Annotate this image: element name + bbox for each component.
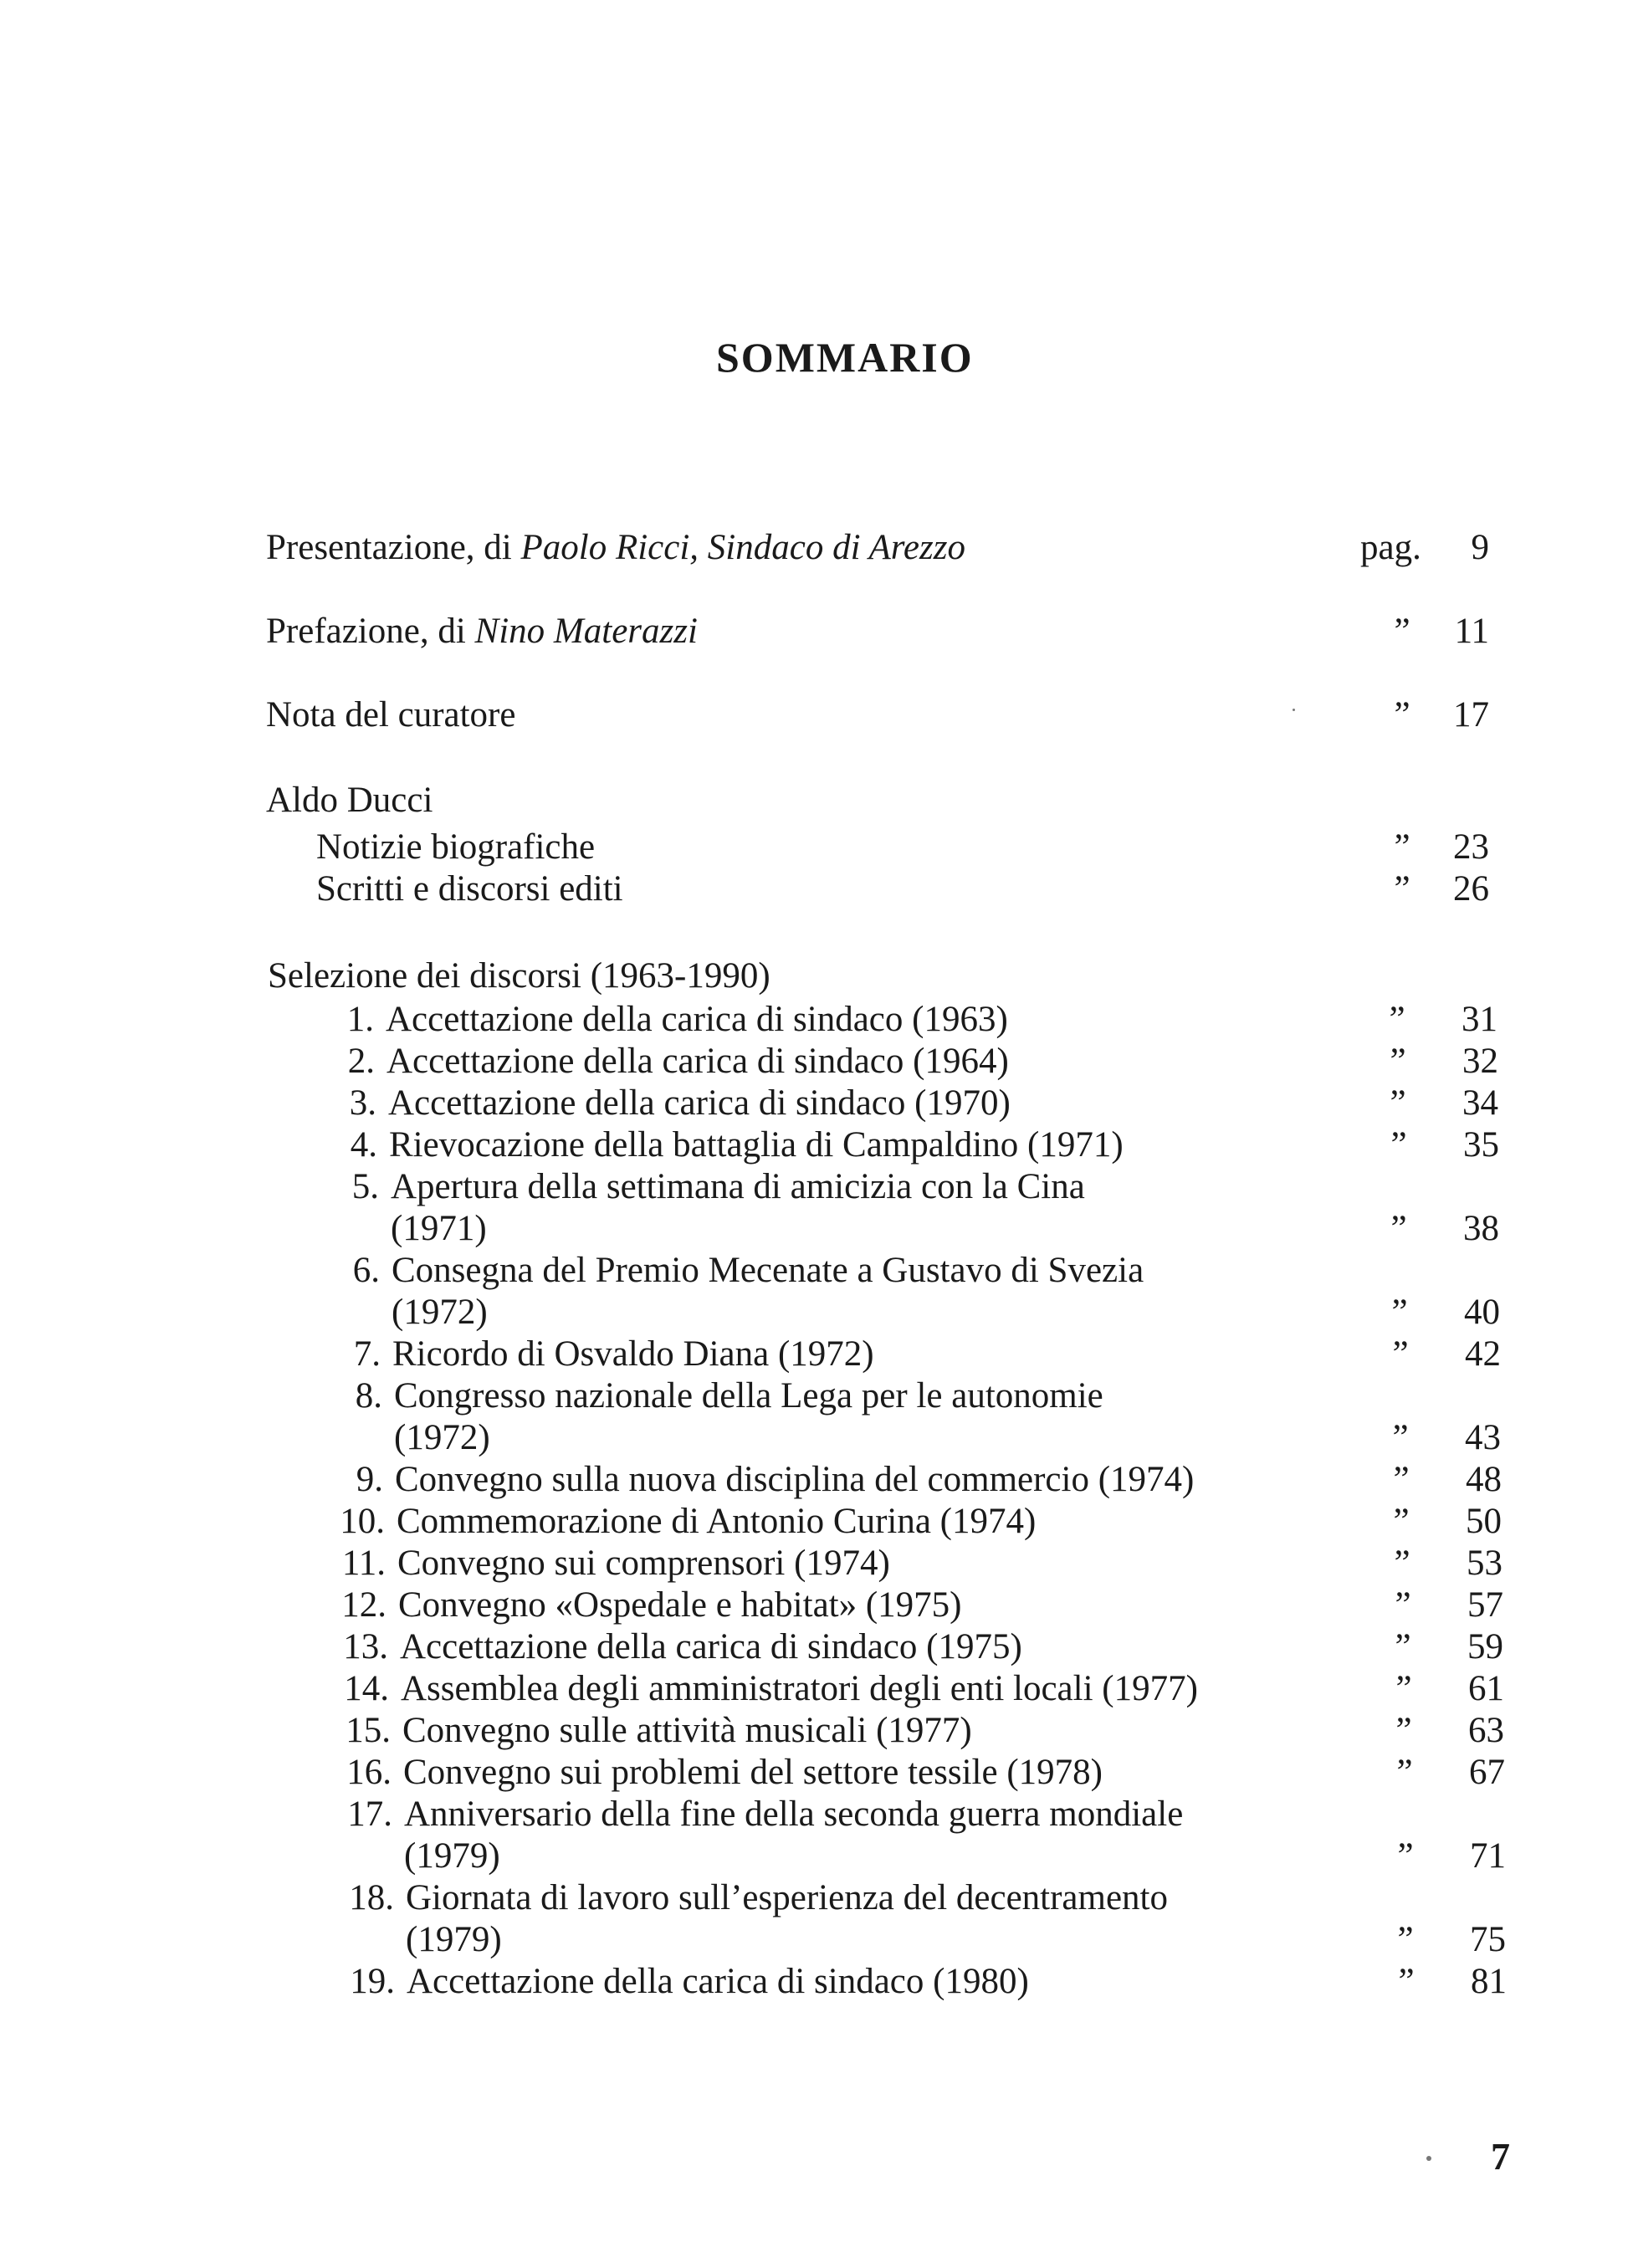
scan-speck	[1426, 2156, 1431, 2161]
toc-entry-notizie: Notizie biografiche	[316, 827, 596, 867]
scan-speck	[1293, 709, 1295, 711]
ditto-mark: ”	[1392, 1334, 1409, 1374]
toc-entry-prefazione	[266, 611, 698, 653]
entry-number: 6.	[352, 1251, 380, 1290]
entry-title: Convegno sui comprensori (1974)	[397, 1544, 890, 1583]
entry-number: 2.	[347, 1042, 375, 1081]
toc-entry-speech-17	[317, 1794, 1183, 1835]
entry-title: Accettazione della carica di sindaco (1980)	[407, 1962, 1029, 2001]
entry-title: Consegna del Premio Mecenate a Gustavo di Svezia	[392, 1251, 1144, 1290]
entry-number: 3.	[349, 1083, 376, 1123]
entry-number: 5.	[351, 1167, 379, 1206]
page-number: 67	[1469, 1753, 1505, 1792]
ditto-mark: ”	[1394, 1544, 1410, 1583]
toc-entry-nota: Nota del curatore	[266, 695, 516, 735]
entry-number: 4.	[350, 1125, 377, 1165]
page-number: 61	[1468, 1669, 1504, 1708]
page-number: 9	[1471, 528, 1489, 567]
entry-author: Paolo Ricci, Sindaco di Arezzo	[520, 528, 965, 567]
page-number: 17	[1453, 695, 1489, 735]
toc-entry-speech-19	[320, 1961, 1029, 2003]
ditto-mark: ”	[1395, 1711, 1412, 1750]
entry-author: Nino Materazzi	[474, 612, 698, 651]
toc-entry-speech-8	[307, 1375, 1103, 1417]
entry-number: 1.	[346, 1000, 374, 1039]
toc-entry-speech-7	[305, 1334, 874, 1375]
entry-title: Convegno sulla nuova disciplina del commercio (1974)	[395, 1460, 1195, 1499]
ditto-mark: ”	[1390, 1209, 1407, 1248]
ditto-mark: ”	[1397, 1836, 1414, 1876]
entry-number: 18.	[349, 1878, 394, 1917]
entry-title: Assemblea degli amministratori degli enti locali (1977)	[401, 1669, 1198, 1708]
ditto-mark: ”	[1390, 1125, 1407, 1165]
entry-number: 10.	[340, 1502, 385, 1541]
entry-number: 12.	[341, 1585, 386, 1625]
page-number: 53	[1467, 1544, 1502, 1583]
page-number: 31	[1462, 1000, 1497, 1039]
entry-number: 14.	[344, 1669, 389, 1708]
entry-title: Accettazione della carica di sindaco (1964)	[386, 1042, 1009, 1081]
entry-title: Accettazione della carica di sindaco (1970)	[388, 1083, 1011, 1123]
page-number: 42	[1465, 1334, 1501, 1374]
entry-continuation: (1972)	[394, 1418, 490, 1457]
entry-title: Ricordo di Osvaldo Diana (1972)	[392, 1334, 874, 1374]
entry-title: Commemorazione di Antonio Curina (1974)	[397, 1502, 1037, 1541]
toc-entry-speech-18	[319, 1877, 1168, 1919]
entry-continuation: (1979)	[406, 1920, 502, 1959]
toc-entry-presentazione	[266, 527, 965, 569]
entry-title: Rievocazione della battaglia di Campaldino (1971)	[389, 1125, 1124, 1165]
page-number: 50	[1466, 1502, 1502, 1541]
toc-entry-speech-10	[310, 1501, 1036, 1543]
entry-number: 15.	[346, 1711, 391, 1750]
toc-entry-scritti: Scritti e discorsi editi	[316, 869, 623, 909]
entry-title: Giornata di lavoro sull’esperienza del decentramento	[406, 1878, 1168, 1917]
entry-title: Apertura della settimana di amicizia con la Cina	[391, 1167, 1085, 1206]
ditto-mark: ”	[1394, 869, 1410, 909]
entry-continuation: (1979)	[404, 1836, 500, 1876]
entry-title: Congresso nazionale della Lega per le autonomie	[394, 1376, 1103, 1416]
entry-title: Accettazione della carica di sindaco (1963)	[386, 1000, 1008, 1039]
toc-entry-speech-1	[299, 999, 1008, 1041]
ditto-mark: ”	[1394, 827, 1410, 867]
page-number: 48	[1466, 1460, 1502, 1499]
toc-entry-speech-15	[315, 1710, 972, 1752]
entry-label: Presentazione, di	[266, 528, 521, 567]
toc-entry-speech-14	[314, 1668, 1198, 1710]
ditto-mark: ”	[1398, 1962, 1415, 2001]
ditto-mark: ”	[1392, 1418, 1409, 1457]
page-number: 34	[1462, 1083, 1498, 1123]
page-number: 35	[1463, 1125, 1499, 1165]
page-folio: 7	[1491, 2135, 1510, 2178]
page-abbrev: pag.	[1360, 528, 1421, 567]
entry-number: 17.	[347, 1794, 392, 1834]
entry-title: Accettazione della carica di sindaco (1975)	[400, 1627, 1022, 1666]
toc-entry-speech-6	[305, 1250, 1144, 1292]
entry-title: Anniversario della fine della seconda guerra mondiale	[404, 1794, 1184, 1834]
entry-number: 11.	[341, 1544, 386, 1583]
ditto-mark: ”	[1393, 1460, 1410, 1499]
ditto-mark: ”	[1397, 1920, 1414, 1959]
ditto-mark: ”	[1395, 1627, 1411, 1666]
ditto-mark: ”	[1390, 1083, 1406, 1123]
entry-number: 16.	[346, 1753, 392, 1792]
entry-number: 13.	[343, 1627, 388, 1666]
page-number: 26	[1453, 869, 1489, 909]
entry-number: 19.	[350, 1962, 395, 2001]
toc-entry-speech-9	[308, 1459, 1194, 1501]
entry-title: Convegno sui problemi del settore tessile (1978)	[403, 1753, 1103, 1792]
ditto-mark: ”	[1390, 1042, 1406, 1081]
entry-number: 9.	[356, 1460, 383, 1499]
ditto-mark: ”	[1394, 695, 1410, 735]
page-number: 59	[1467, 1627, 1503, 1666]
section-heading-selezione: Selezione dei discorsi (1963-1990)	[268, 956, 770, 996]
entry-number: 7.	[353, 1334, 381, 1374]
page-number: 57	[1467, 1585, 1503, 1625]
page-number: 40	[1464, 1293, 1500, 1332]
page-number: 38	[1463, 1209, 1499, 1248]
ditto-mark: ”	[1391, 1293, 1408, 1332]
ditto-mark: ”	[1393, 1502, 1410, 1541]
page-number: 23	[1453, 827, 1489, 867]
page-number: 71	[1470, 1836, 1506, 1876]
toc-entry-speech-16	[316, 1752, 1103, 1794]
entry-number: 8.	[355, 1376, 382, 1416]
page-number: 81	[1471, 1962, 1507, 2001]
entry-label: Prefazione, di	[266, 612, 475, 651]
ditto-mark: ”	[1395, 1669, 1412, 1708]
entry-title: Convegno «Ospedale e habitat» (1975)	[398, 1585, 962, 1625]
ditto-mark: ”	[1395, 1585, 1411, 1625]
toc-entry-speech-5	[304, 1166, 1085, 1208]
page-number: 11	[1454, 612, 1489, 651]
toc-entry-speech-3	[301, 1083, 1011, 1124]
ditto-mark: ”	[1389, 1000, 1405, 1039]
page-number: 63	[1468, 1711, 1504, 1750]
section-heading-ducci: Aldo Ducci	[266, 781, 433, 820]
toc-entry-speech-13	[313, 1626, 1022, 1668]
toc-entry-speech-2	[299, 1041, 1009, 1083]
page-number: 32	[1462, 1042, 1498, 1081]
toc-entry-speech-11	[310, 1543, 890, 1585]
entry-continuation: (1972)	[392, 1293, 488, 1332]
page-number: 43	[1465, 1418, 1501, 1457]
ditto-mark: ”	[1394, 612, 1410, 651]
entry-continuation: (1971)	[391, 1209, 487, 1248]
toc-entry-speech-12	[311, 1585, 962, 1626]
ditto-mark: ”	[1396, 1753, 1413, 1792]
entry-title: Convegno sulle attività musicali (1977)	[402, 1711, 972, 1750]
page-title: SOMMARIO	[716, 334, 974, 381]
toc-entry-speech-4	[302, 1124, 1124, 1166]
page-number: 75	[1470, 1920, 1506, 1959]
